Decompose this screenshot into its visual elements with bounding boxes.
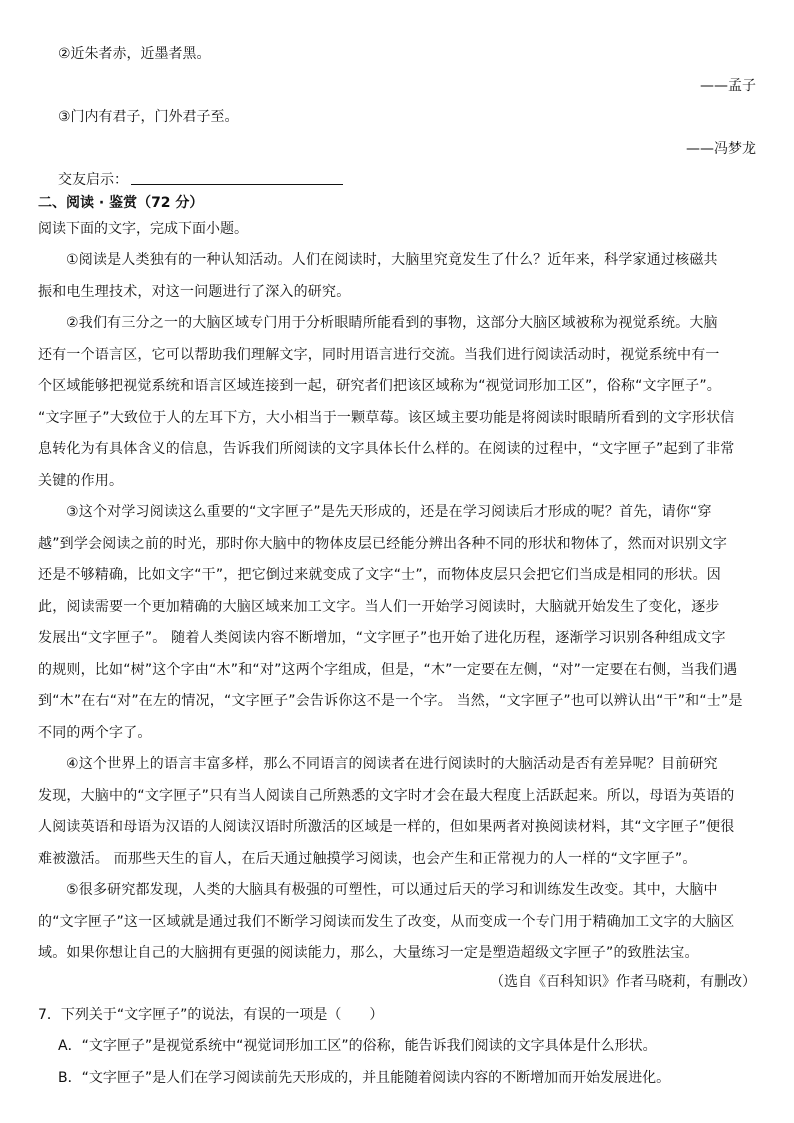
paragraph-line: 域。如果你想让自己的大脑拥有更强的阅读能力，那么，大量练习一定是塑造超级文字匣子”的致胜法宝。 bbox=[38, 945, 699, 961]
paragraph-line: 个区域能够把视觉系统和语言区域连接到一起，研究者们把该区域称为“视觉词形加工区”，俗称“文字匣子”。 bbox=[38, 378, 722, 394]
instruction-text: 阅读下面的文字，完成下面小题。 bbox=[38, 221, 248, 237]
paragraph-line: 息转化为有具体含义的信息，告诉我们所阅读的文字具体长什么样的。在阅读的过程中，“文字匣子”起到了非常 bbox=[38, 441, 735, 457]
paragraph-line: ④这个世界上的语言丰富多样，那么不同语言的阅读者在进行阅读时的大脑活动是否有差异呢？目前研究 bbox=[66, 756, 718, 772]
paragraph-line: 的规则，比如“树”这个字由“木”和“对”这两个字组成，但是，“木”一定要在左侧，“对”一定要在右侧，当我们遇 bbox=[38, 662, 738, 678]
paragraph-line: 人阅读英语和母语为汉语的人阅读汉语时所激活的区域是一样的，但如果两者对换阅读材料，其“文字匣子”便很 bbox=[38, 819, 735, 835]
paragraph-line: 此，阅读需要一个更加精确的大脑区域来加工文字。当人们一开始学习阅读时，大脑就开始发生了变化，逐步 bbox=[38, 599, 720, 615]
source-citation: （选自《百科知识》作者马晓莉，有删改） bbox=[490, 974, 756, 990]
option-a[interactable]: A．“文字匣子”是视觉系统中“视觉词形加工区”的俗称，能告诉我们阅读的文字具体是什么形状。 bbox=[58, 1038, 657, 1054]
paragraph-line: ①阅读是人类独有的一种认知活动。人们在阅读时，大脑里究竟发生了什么？近年来，科学家通过核磁共 bbox=[66, 252, 718, 268]
paragraph-line: 还是不够精确，比如文字“干”，把它倒过来就变成了文字“士”，而物体皮层只会把它们当成是相同的形状。因 bbox=[38, 567, 722, 583]
section-title: 二、阅读 · 鉴赏（72 分） bbox=[38, 195, 204, 211]
paragraph-line: ③这个对学习阅读这么重要的“文字匣子”是先天形成的，还是在学习阅读后才形成的呢？首先，请你“穿 bbox=[66, 504, 712, 520]
paragraph-line: 不同的两个字了。 bbox=[38, 725, 152, 741]
paragraph-line: 关键的作用。 bbox=[38, 473, 124, 489]
option-b[interactable]: B．“文字匣子”是人们在学习阅读前先天形成的，并且能随着阅读内容的不断增加而开始发展进化。 bbox=[58, 1070, 671, 1086]
paragraph-line: 难被激活。 而那些天生的盲人，在后天通过触摸学习阅读，也会产生和正常视力的人一样的“文字匣子”。 bbox=[38, 851, 697, 867]
friend-notice-label: 交友启示： bbox=[58, 172, 128, 188]
quote-author: ——冯梦龙 bbox=[686, 141, 756, 157]
quote-text: ②近朱者赤，近墨者黑。 bbox=[58, 46, 211, 62]
paragraph-line: 的“文字匣子”这一区域就是通过我们不断学习阅读而发生了改变，从而变成一个专门用于精确加工文字的大脑区 bbox=[38, 914, 735, 930]
question-stem: 7．下列关于“文字匣子”的说法，有误的一项是（ ） bbox=[38, 1007, 384, 1023]
paragraph-line: “文字匣子”大致位于人的左耳下方，大小相当于一颗草莓。该区域主要功能是将阅读时眼睛所看到的文字形状信 bbox=[38, 410, 735, 426]
friend-notice-blank-line[interactable] bbox=[131, 184, 343, 185]
quote-author: ——孟子 bbox=[700, 78, 756, 94]
paragraph-line: 发现，大脑中的“文字匣子”只有当人阅读自己所熟悉的文字时才会在最大程度上活跃起来。所以，母语为英语的 bbox=[38, 788, 735, 804]
paragraph-line: 越”到学会阅读之前的时光，那时你大脑中的物体皮层已经能分辨出各种不同的形状和物体了，然而对识别文字 bbox=[38, 536, 728, 552]
quote-text: ③门内有君子，门外君子至。 bbox=[58, 109, 239, 125]
paragraph-line: ⑤很多研究都发现，人类的大脑具有极强的可塑性，可以通过后天的学习和训练发生改变。其中，大脑中 bbox=[66, 882, 718, 898]
paragraph-line: 振和电生理技术，对这一问题进行了深入的研究。 bbox=[38, 284, 351, 300]
paragraph-line: ②我们有三分之一的大脑区域专门用于分析眼睛所能看到的事物，这部分大脑区域被称为视觉系统。大脑 bbox=[66, 315, 718, 331]
paragraph-line: 还有一个语言区，它可以帮助我们理解文字，同时用语言进行交流。当我们进行阅读活动时，视觉系统中有一 bbox=[38, 347, 720, 363]
paragraph-line: 到“木”在右“对”在左的情况，“文字匣子”会告诉你这不是一个字。 当然，“文字匣子”也可以辨认出“干”和“士”是 bbox=[38, 693, 743, 709]
paragraph-line: 发展出“文字匣子”。 随着人类阅读内容不断增加，“文字匣子”也开始了进化历程，逐渐学习识别各种组成文字 bbox=[38, 630, 726, 646]
